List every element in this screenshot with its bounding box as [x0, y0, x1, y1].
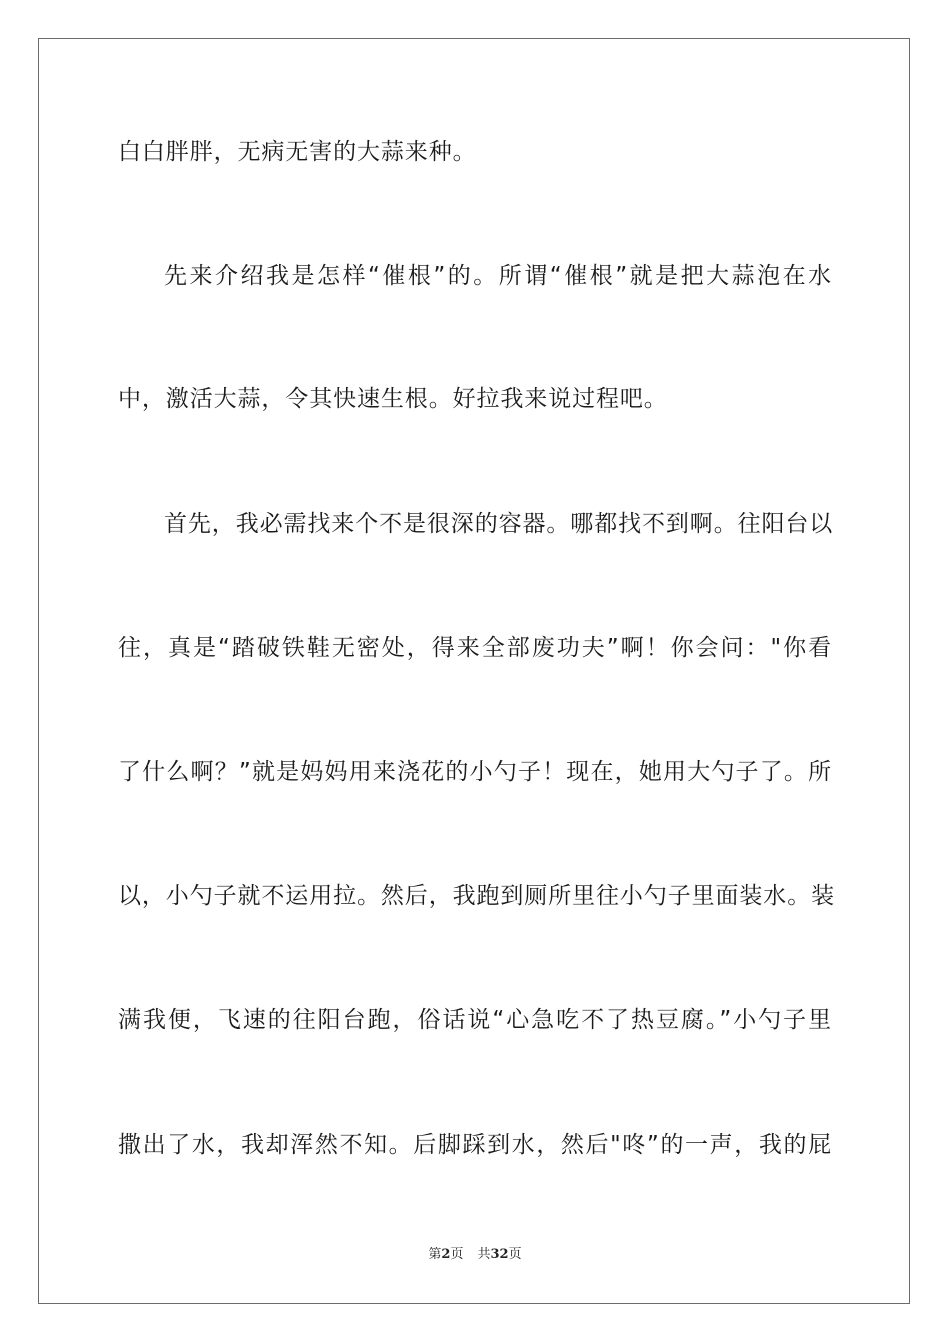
- text-line-9: 撒出了水，我却浑然不知。后脚踩到水，然后"咚”的一声，我的屁: [118, 1132, 832, 1158]
- text-line-5: 往，真是“踏破铁鞋无密处，得来全部废功夫”啊！你会问："你看: [118, 635, 832, 661]
- text-line-8: 满我便，飞速的往阳台跑，俗话说“心急吃不了热豆腐。”小勺子里: [118, 1007, 832, 1033]
- total-prefix: 共: [477, 1247, 491, 1262]
- page-suffix: 页: [450, 1247, 464, 1262]
- text-line-6: 了什么啊？”就是妈妈用来浇花的小勺子！现在，她用大勺子了。所: [118, 759, 832, 785]
- text-line-4: 首先，我必需找来个不是很深的容器。哪都找不到啊。往阳台以: [164, 511, 834, 537]
- total-pages: 32: [490, 1247, 509, 1262]
- text-line-3: 中，激活大蒜，令其快速生根。好拉我来说过程吧。: [118, 386, 668, 412]
- text-line-2: 先来介绍我是怎样“催根”的。所谓“催根”就是把大蒜泡在水: [164, 263, 832, 289]
- page-prefix: 第: [428, 1247, 442, 1262]
- page-footer: [0, 1246, 950, 1264]
- text-line-1: 白白胖胖，无病无害的大蒜来种。: [118, 139, 477, 165]
- text-line-7: 以，小勺子就不运用拉。然后，我跑到厕所里往小勺子里面装水。装: [118, 883, 835, 909]
- page-number: 2: [441, 1247, 451, 1262]
- page-border: [38, 38, 910, 1304]
- total-suffix: 页: [508, 1247, 522, 1262]
